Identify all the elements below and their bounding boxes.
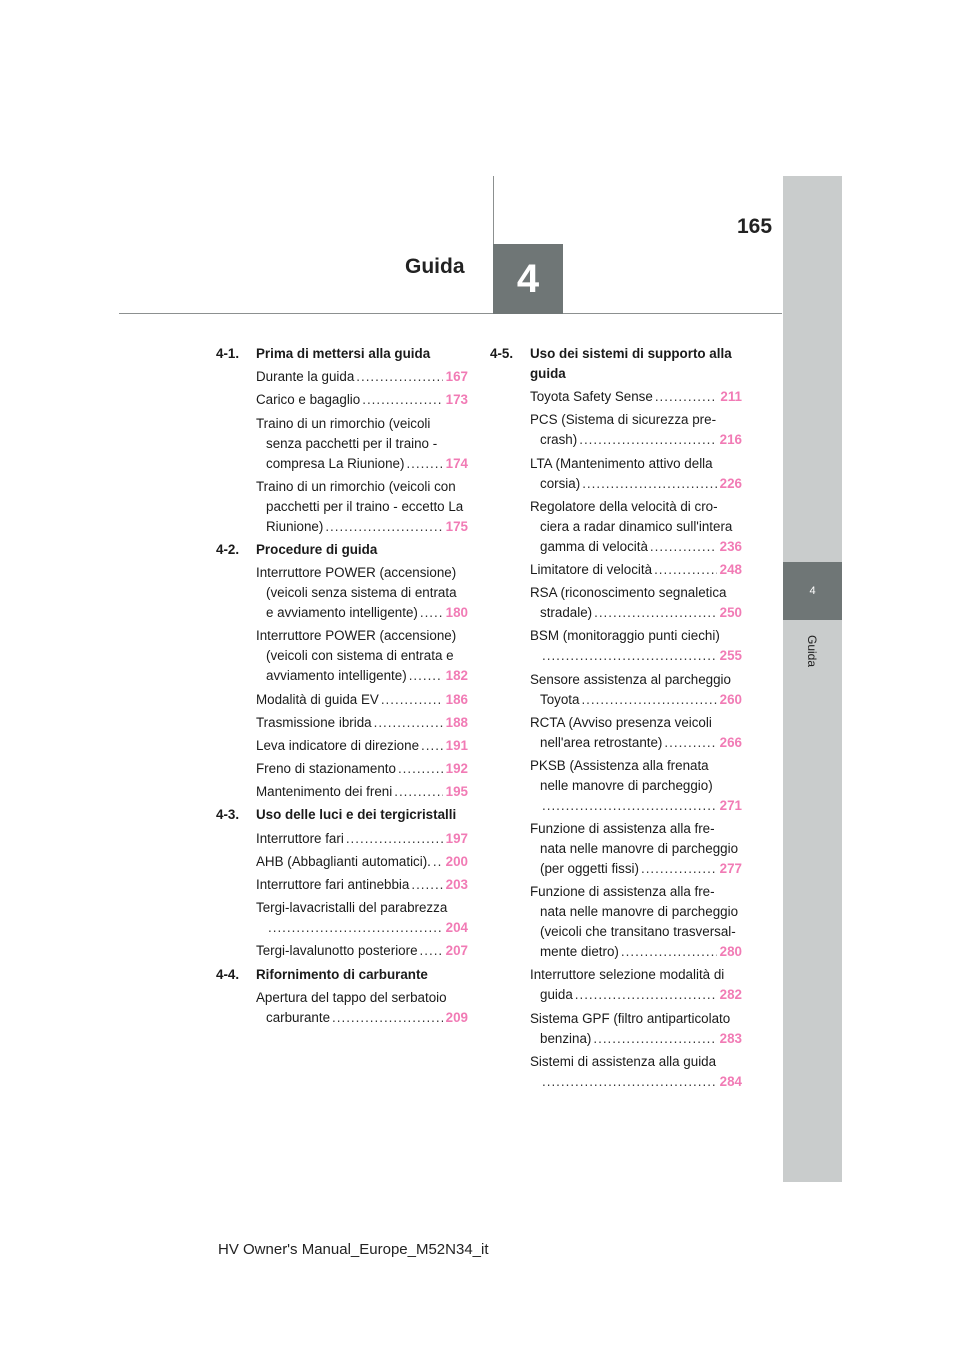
toc-entry-line: [256, 759, 468, 779]
toc-column-right: [490, 344, 742, 1095]
toc-entry[interactable]: [530, 670, 742, 710]
toc-leader-dots: [411, 875, 442, 895]
toc-leader-dots: [409, 666, 443, 686]
toc-page-link[interactable]: 180: [445, 605, 468, 621]
toc-entry-line: [530, 410, 742, 430]
toc-entry-text: Interruttore fari antinebbia: [256, 877, 410, 892]
side-chapter-label: [783, 626, 842, 676]
toc-page-link[interactable]: 175: [445, 518, 468, 534]
toc-page-link[interactable]: 266: [719, 734, 742, 750]
toc-leader-dots: [332, 1008, 443, 1028]
toc-entry-text: mente dietro): [540, 944, 619, 960]
toc-entry-line: [530, 1072, 742, 1092]
toc-page-link[interactable]: 195: [445, 784, 468, 800]
toc-page-link[interactable]: 167: [445, 369, 468, 385]
toc-entry-line: [256, 1008, 468, 1028]
toc-entry-line: [530, 430, 742, 450]
toc-entry[interactable]: [256, 390, 468, 410]
toc-leader-dots: [420, 941, 443, 961]
toc-entry-line: [530, 560, 742, 580]
toc-entry-line: [256, 918, 468, 938]
toc-entry-line: [256, 690, 468, 710]
toc-page-link[interactable]: 200: [445, 853, 468, 869]
toc-leader-dots: [542, 796, 717, 816]
toc-entry[interactable]: [256, 988, 468, 1028]
toc-entry[interactable]: [256, 829, 468, 849]
toc-page-link[interactable]: 216: [719, 432, 742, 448]
toc-page-link[interactable]: 226: [719, 475, 742, 491]
toc-entry-text: senza pacchetti per il traino -: [266, 435, 438, 451]
toc-page-link[interactable]: 260: [719, 691, 742, 707]
side-chapter-label-text: Guida: [805, 634, 820, 668]
toc-entry-line: [530, 1029, 742, 1049]
toc-page-link[interactable]: 277: [719, 861, 742, 877]
toc-page-link[interactable]: 174: [445, 455, 468, 471]
toc-section-title: Procedure di guida: [256, 541, 378, 557]
toc-page-link[interactable]: 188: [445, 714, 468, 730]
toc-entry-text: Trasmissione ibrida: [256, 714, 372, 730]
toc-entry-text: nell'area retrostante): [540, 734, 663, 750]
toc-page-link[interactable]: 204: [445, 920, 468, 936]
toc-leader-dots: [593, 1029, 716, 1049]
toc-entry-text: PKSB (Assistenza alla frenata: [530, 757, 709, 773]
toc-entry-text: LTA (Mantenimento attivo della: [530, 455, 713, 471]
toc-entry-line: [530, 965, 742, 985]
toc-entry-text: nelle manovre di parcheggio): [540, 777, 713, 793]
toc-page-link[interactable]: 211: [720, 389, 742, 405]
toc-leader-dots: [664, 733, 716, 753]
toc-entry-line: [256, 517, 468, 537]
toc-entry[interactable]: [256, 898, 468, 938]
toc-entry-text: (veicoli che transitano trasversal-: [540, 924, 736, 940]
toc-section-number: 4-5.: [490, 346, 514, 361]
toc-entry-text: ciera a radar dinamico sull'intera: [540, 518, 733, 534]
toc-entry-text: nata nelle manovre di parcheggio: [540, 904, 739, 920]
toc-entry-text: Regolatore della velocità di cro-: [530, 498, 718, 514]
toc-leader-dots: [268, 918, 443, 938]
toc-leader-dots: [362, 390, 442, 410]
toc-entry[interactable]: [530, 560, 742, 580]
toc-entry-text: PCS (Sistema di sicurezza pre-: [530, 412, 717, 428]
toc-leader-dots: [406, 454, 442, 474]
toc-entry-line: [530, 387, 742, 407]
toc-page-link[interactable]: 280: [719, 944, 742, 960]
toc-entry-line: [256, 434, 468, 454]
toc-section-number: 4-4.: [216, 966, 240, 982]
toc-leader-dots: [398, 759, 443, 779]
toc-entry-line: [256, 454, 468, 474]
toc-entry[interactable]: [256, 367, 468, 387]
toc-leader-dots: [421, 736, 443, 756]
toc-entry[interactable]: [256, 713, 468, 733]
toc-entry-text: Modalità di guida EV: [256, 691, 379, 707]
toc-entry-line: [256, 390, 468, 410]
toc-section-title: Uso dei sistemi di supporto alla guida: [530, 346, 732, 381]
toc-entry-text: Interruttore fari: [256, 830, 344, 846]
toc-entry[interactable]: [256, 941, 468, 961]
toc-entry-line: [256, 852, 468, 872]
toc-entry-line: [530, 839, 742, 859]
toc-page-link[interactable]: 248: [719, 561, 742, 577]
toc-entry-text: Carico e bagaglio: [256, 392, 361, 408]
toc-entry-line: [256, 583, 468, 603]
toc-entry-line: [256, 626, 468, 646]
toc-entry[interactable]: [256, 852, 468, 872]
toc-entry-text: crash): [540, 432, 578, 448]
toc-entry[interactable]: [256, 875, 468, 895]
toc-entry-line: [530, 942, 742, 962]
toc-entry-text: RCTA (Avviso presenza veicoli: [530, 714, 712, 730]
toc-entry-line: [530, 670, 742, 690]
toc-entry-text: BSM (monitoraggio punti ciechi): [530, 628, 720, 644]
toc-entry-text: (per oggetti fissi): [540, 861, 639, 877]
toc-leader-dots: [420, 603, 443, 623]
toc-entry[interactable]: [530, 756, 742, 816]
toc-entry[interactable]: [256, 477, 468, 537]
toc-entry-text: Traino di un rimorchio (veicoli: [256, 415, 431, 431]
toc-entry-text: Tergi-lavacristalli del parabrezza: [256, 900, 448, 916]
toc-page-link[interactable]: 207: [445, 943, 468, 959]
toc-section-title: Rifornimento di carburante: [256, 966, 428, 982]
chapter-title: Guida: [405, 255, 465, 278]
toc-section-heading: [216, 344, 468, 364]
toc-entry[interactable]: [256, 782, 468, 802]
toc-entry-line: [530, 859, 742, 879]
toc-entry-text: Sistema GPF (filtro antiparticolato: [530, 1010, 731, 1026]
toc-entry-line: [530, 646, 742, 666]
toc-entry[interactable]: [256, 759, 468, 779]
toc-entry-text: Interruttore POWER (accensione): [256, 565, 457, 581]
toc-entry[interactable]: [530, 1052, 742, 1092]
toc-leader-dots: [542, 1072, 717, 1092]
toc-entry-text: Tergi-lavalunotto posteriore: [256, 943, 418, 959]
toc-entry-text: carburante: [266, 1009, 331, 1025]
toc-entry-line: [256, 713, 468, 733]
toc-entry-text: avviamento intelligente): [266, 668, 407, 684]
toc-entry-line: [530, 985, 742, 1005]
toc-section-title: Uso delle luci e dei tergicristalli: [256, 807, 457, 823]
toc-leader-dots: [641, 859, 717, 879]
toc-entry-line: [530, 776, 742, 796]
toc-entry-line: [256, 875, 468, 895]
toc-entry-line: [530, 690, 742, 710]
toc-entry-line: [530, 1009, 742, 1029]
toc-page-link[interactable]: 283: [719, 1030, 742, 1046]
toc-entry-line: [530, 537, 742, 557]
toc-leader-dots: [575, 985, 717, 1005]
toc-page-link[interactable]: 197: [445, 830, 468, 846]
toc-leader-dots: [594, 603, 717, 623]
toc-page-link[interactable]: 255: [719, 648, 742, 664]
toc-section-heading: [216, 540, 468, 560]
toc-entry[interactable]: [530, 713, 742, 753]
toc-leader-dots: [374, 713, 443, 733]
toc-entry-line: [256, 988, 468, 1008]
toc-entry[interactable]: [530, 454, 742, 494]
toc-entry-text: corsia): [540, 475, 581, 491]
toc-entry-line: [256, 367, 468, 387]
toc-section-number: 4-1.: [216, 346, 240, 361]
toc-entry-line: [256, 666, 468, 686]
toc-section-title: Prima di mettersi alla guida: [256, 346, 431, 361]
toc-entry-text: (veicoli con sistema di entrata e: [266, 648, 454, 664]
toc-entry-text: (veicoli senza sistema di entrata: [266, 585, 457, 601]
toc-entry-text: Apertura del tappo del serbatoio: [256, 989, 447, 1005]
toc-entry-line: [530, 902, 742, 922]
toc-entry[interactable]: [530, 410, 742, 450]
toc-entry-line: [530, 626, 742, 646]
toc-entry-line: [530, 756, 742, 776]
toc-entry-text: Riunione): [266, 518, 324, 534]
toc-entry-text: Sensore assistenza al parcheggio: [530, 671, 731, 687]
toc-page-link[interactable]: 209: [445, 1009, 468, 1025]
toc-entry-line: [256, 829, 468, 849]
toc-section-heading: [216, 805, 468, 825]
toc-entry-text: Toyota: [540, 691, 580, 707]
toc-leader-dots: [433, 852, 443, 872]
page-footer: HV Owner's Manual_Europe_M52N34_it: [218, 1241, 489, 1258]
toc-entry-text: Toyota Safety Sense: [530, 389, 653, 405]
toc-leader-dots: [356, 367, 442, 387]
toc-section-heading: [490, 344, 742, 384]
toc-entry-line: [530, 882, 742, 902]
toc-section-number: 4-3.: [216, 807, 240, 823]
toc-page-link[interactable]: 173: [445, 392, 468, 408]
toc-entry[interactable]: [256, 736, 468, 756]
toc-entry[interactable]: [256, 690, 468, 710]
toc-page-link[interactable]: 192: [445, 761, 468, 777]
toc-page-link[interactable]: 182: [445, 668, 468, 684]
toc-entry-line: [530, 474, 742, 494]
toc-page-link[interactable]: 236: [719, 538, 742, 554]
toc-entry-text: Interruttore selezione modalità di: [530, 967, 725, 983]
toc-entry[interactable]: [530, 1009, 742, 1049]
toc-entry-text: Funzione di assistenza alla fre-: [530, 884, 715, 900]
toc-entry-text: Funzione di assistenza alla fre-: [530, 821, 715, 837]
toc-entry-line: [530, 517, 742, 537]
toc-entry-line: [256, 477, 468, 497]
toc-entry-line: [256, 497, 468, 517]
toc-entry-text: gamma di velocità: [540, 538, 648, 554]
toc-entry-line: [256, 736, 468, 756]
toc-entry[interactable]: [256, 626, 468, 686]
toc-entry-line: [256, 563, 468, 583]
toc-entry-line: [530, 922, 742, 942]
toc-leader-dots: [582, 474, 716, 494]
toc-section-heading: [216, 965, 468, 985]
toc-leader-dots: [654, 560, 717, 580]
toc-entry-line: [530, 603, 742, 623]
toc-leader-dots: [621, 942, 717, 962]
toc-entry-text: Leva indicatore di direzione: [256, 737, 420, 753]
toc-page-link[interactable]: 186: [445, 691, 468, 707]
header-horizontal-rule: [119, 313, 782, 314]
toc-entry[interactable]: [530, 626, 742, 666]
toc-page-link[interactable]: 271: [719, 797, 742, 813]
toc-entry-text: Traino di un rimorchio (veicoli con: [256, 478, 456, 494]
toc-entry-text: stradale): [540, 605, 593, 621]
toc-column-left: [216, 344, 468, 1031]
toc-entry-line: [530, 713, 742, 733]
toc-entry-line: [256, 646, 468, 666]
toc-entry-line: [530, 819, 742, 839]
toc-entry-text: nata nelle manovre di parcheggio: [540, 841, 739, 857]
toc-entry-text: Durante la guida: [256, 369, 355, 385]
toc-entry-text: guida: [540, 987, 573, 1003]
toc-page-link[interactable]: 250: [719, 605, 742, 621]
toc-leader-dots: [381, 690, 443, 710]
toc-entry-line: [256, 898, 468, 918]
toc-entry-text: Mantenimento dei freni: [256, 784, 393, 800]
toc-page-link[interactable]: 191: [445, 737, 468, 753]
toc-entry-line: [256, 941, 468, 961]
toc-entry[interactable]: [256, 414, 468, 474]
toc-entry[interactable]: [256, 563, 468, 623]
toc-entry-line: [530, 796, 742, 816]
toc-leader-dots: [346, 829, 443, 849]
toc-entry-text: Limitatore di velocità: [530, 561, 653, 577]
toc-entry-text: compresa La Riunione): [266, 455, 405, 471]
side-band: [783, 176, 842, 1182]
toc-section-number: 4-2.: [216, 541, 240, 557]
toc-entry-text: benzina): [540, 1030, 592, 1046]
toc-entry-text: pacchetti per il traino - eccetto La: [266, 498, 464, 514]
toc-entry[interactable]: [530, 387, 742, 407]
toc-page-link[interactable]: 282: [719, 987, 742, 1003]
toc-entry-line: [530, 733, 742, 753]
toc-entry[interactable]: [530, 497, 742, 557]
side-chapter-tab[interactable]: 4: [783, 562, 842, 620]
toc-leader-dots: [579, 430, 716, 450]
toc-leader-dots: [542, 646, 717, 666]
toc-leader-dots: [394, 782, 442, 802]
toc-leader-dots: [325, 517, 442, 537]
toc-leader-dots: [650, 537, 717, 557]
toc-entry[interactable]: [530, 583, 742, 623]
toc-entry-text: Sistemi di assistenza alla guida: [530, 1053, 717, 1069]
toc-entry-text: Interruttore POWER (accensione): [256, 628, 457, 644]
toc-entry-line: [530, 1052, 742, 1072]
toc-page-link[interactable]: 284: [719, 1073, 742, 1089]
toc-entry-line: [530, 583, 742, 603]
page-number: 165: [737, 215, 773, 238]
toc-entry[interactable]: [530, 819, 742, 879]
toc-entry-text: RSA (riconoscimento segnaletica: [530, 585, 727, 601]
toc-entry-line: [256, 603, 468, 623]
toc-leader-dots: [581, 690, 716, 710]
toc-entry-text: Freno di stazionamento: [256, 761, 396, 777]
toc-entry-text: e avviamento intelligente): [266, 605, 418, 621]
toc-entry-text: AHB (Abbaglianti automatici).: [256, 853, 431, 869]
toc-entry-line: [530, 497, 742, 517]
toc-entry[interactable]: [530, 882, 742, 962]
toc-entry-line: [256, 782, 468, 802]
toc-leader-dots: [655, 387, 718, 407]
toc-entry-line: [256, 414, 468, 434]
chapter-number-box: 4: [493, 244, 563, 314]
toc-entry-line: [530, 454, 742, 474]
toc-entry[interactable]: [530, 965, 742, 1005]
toc-page-link[interactable]: 203: [445, 877, 468, 892]
